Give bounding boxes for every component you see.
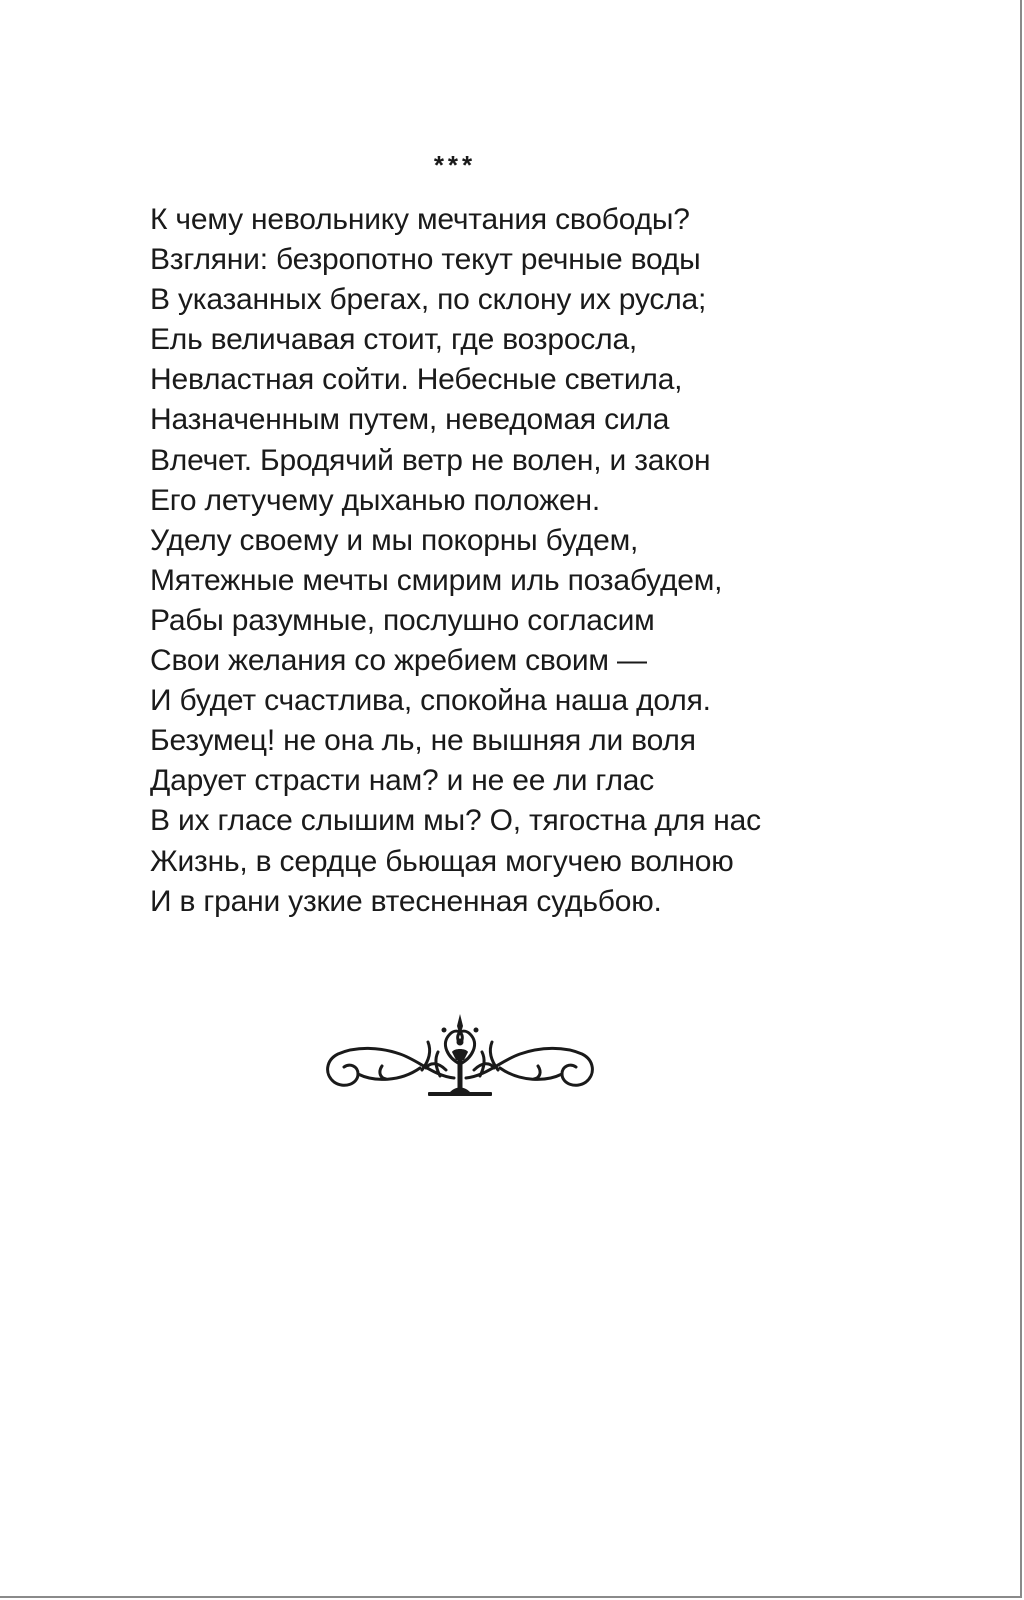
poem-line: И в грани узкие втесненная судьбою. bbox=[150, 884, 662, 918]
poem-line: Безумец! не она ль, не вышняя ли воля bbox=[150, 724, 696, 758]
poem-line: Свои желания со жребием своим — bbox=[150, 644, 647, 678]
poem-line: Невластная сойти. Небесные светила, bbox=[150, 363, 683, 397]
floral-flourish-ornament-icon bbox=[322, 1012, 598, 1104]
poem-line: Рабы разумные, послушно согласим bbox=[150, 603, 655, 637]
poem-stanza bbox=[150, 200, 930, 922]
poem-line: Влечет. Бродячий ветр не волен, и закон bbox=[150, 443, 711, 477]
poem-line: Мятежные мечты смирим иль позабудем, bbox=[150, 563, 723, 597]
poem-line: Взгляни: безропотно текут речные воды bbox=[150, 243, 701, 277]
poem-line: К чему невольнику мечтания свободы? bbox=[150, 203, 690, 236]
poem-line: Назначенным путем, неведомая сила bbox=[150, 403, 670, 437]
poem-line: Дарует страсти нам? и не ее ли глас bbox=[150, 764, 655, 798]
poem-line: Ель величавая стоит, где возросла, bbox=[150, 323, 638, 357]
poem-line: И будет счастлива, спокойна наша доля. bbox=[150, 684, 711, 718]
poem-line: В их гласе слышим мы? О, тягостна для нас bbox=[150, 804, 761, 838]
poem-line: Уделу своему и мы покорны будем, bbox=[150, 523, 639, 557]
asterism-separator: *** bbox=[433, 150, 477, 180]
poem-line: Жизнь, в сердце бьющая могучею волною bbox=[150, 844, 734, 878]
poem-line: В указанных брегах, по склону их русла; bbox=[150, 283, 707, 317]
poem-line: Его летучему дыханью положен. bbox=[150, 483, 600, 517]
